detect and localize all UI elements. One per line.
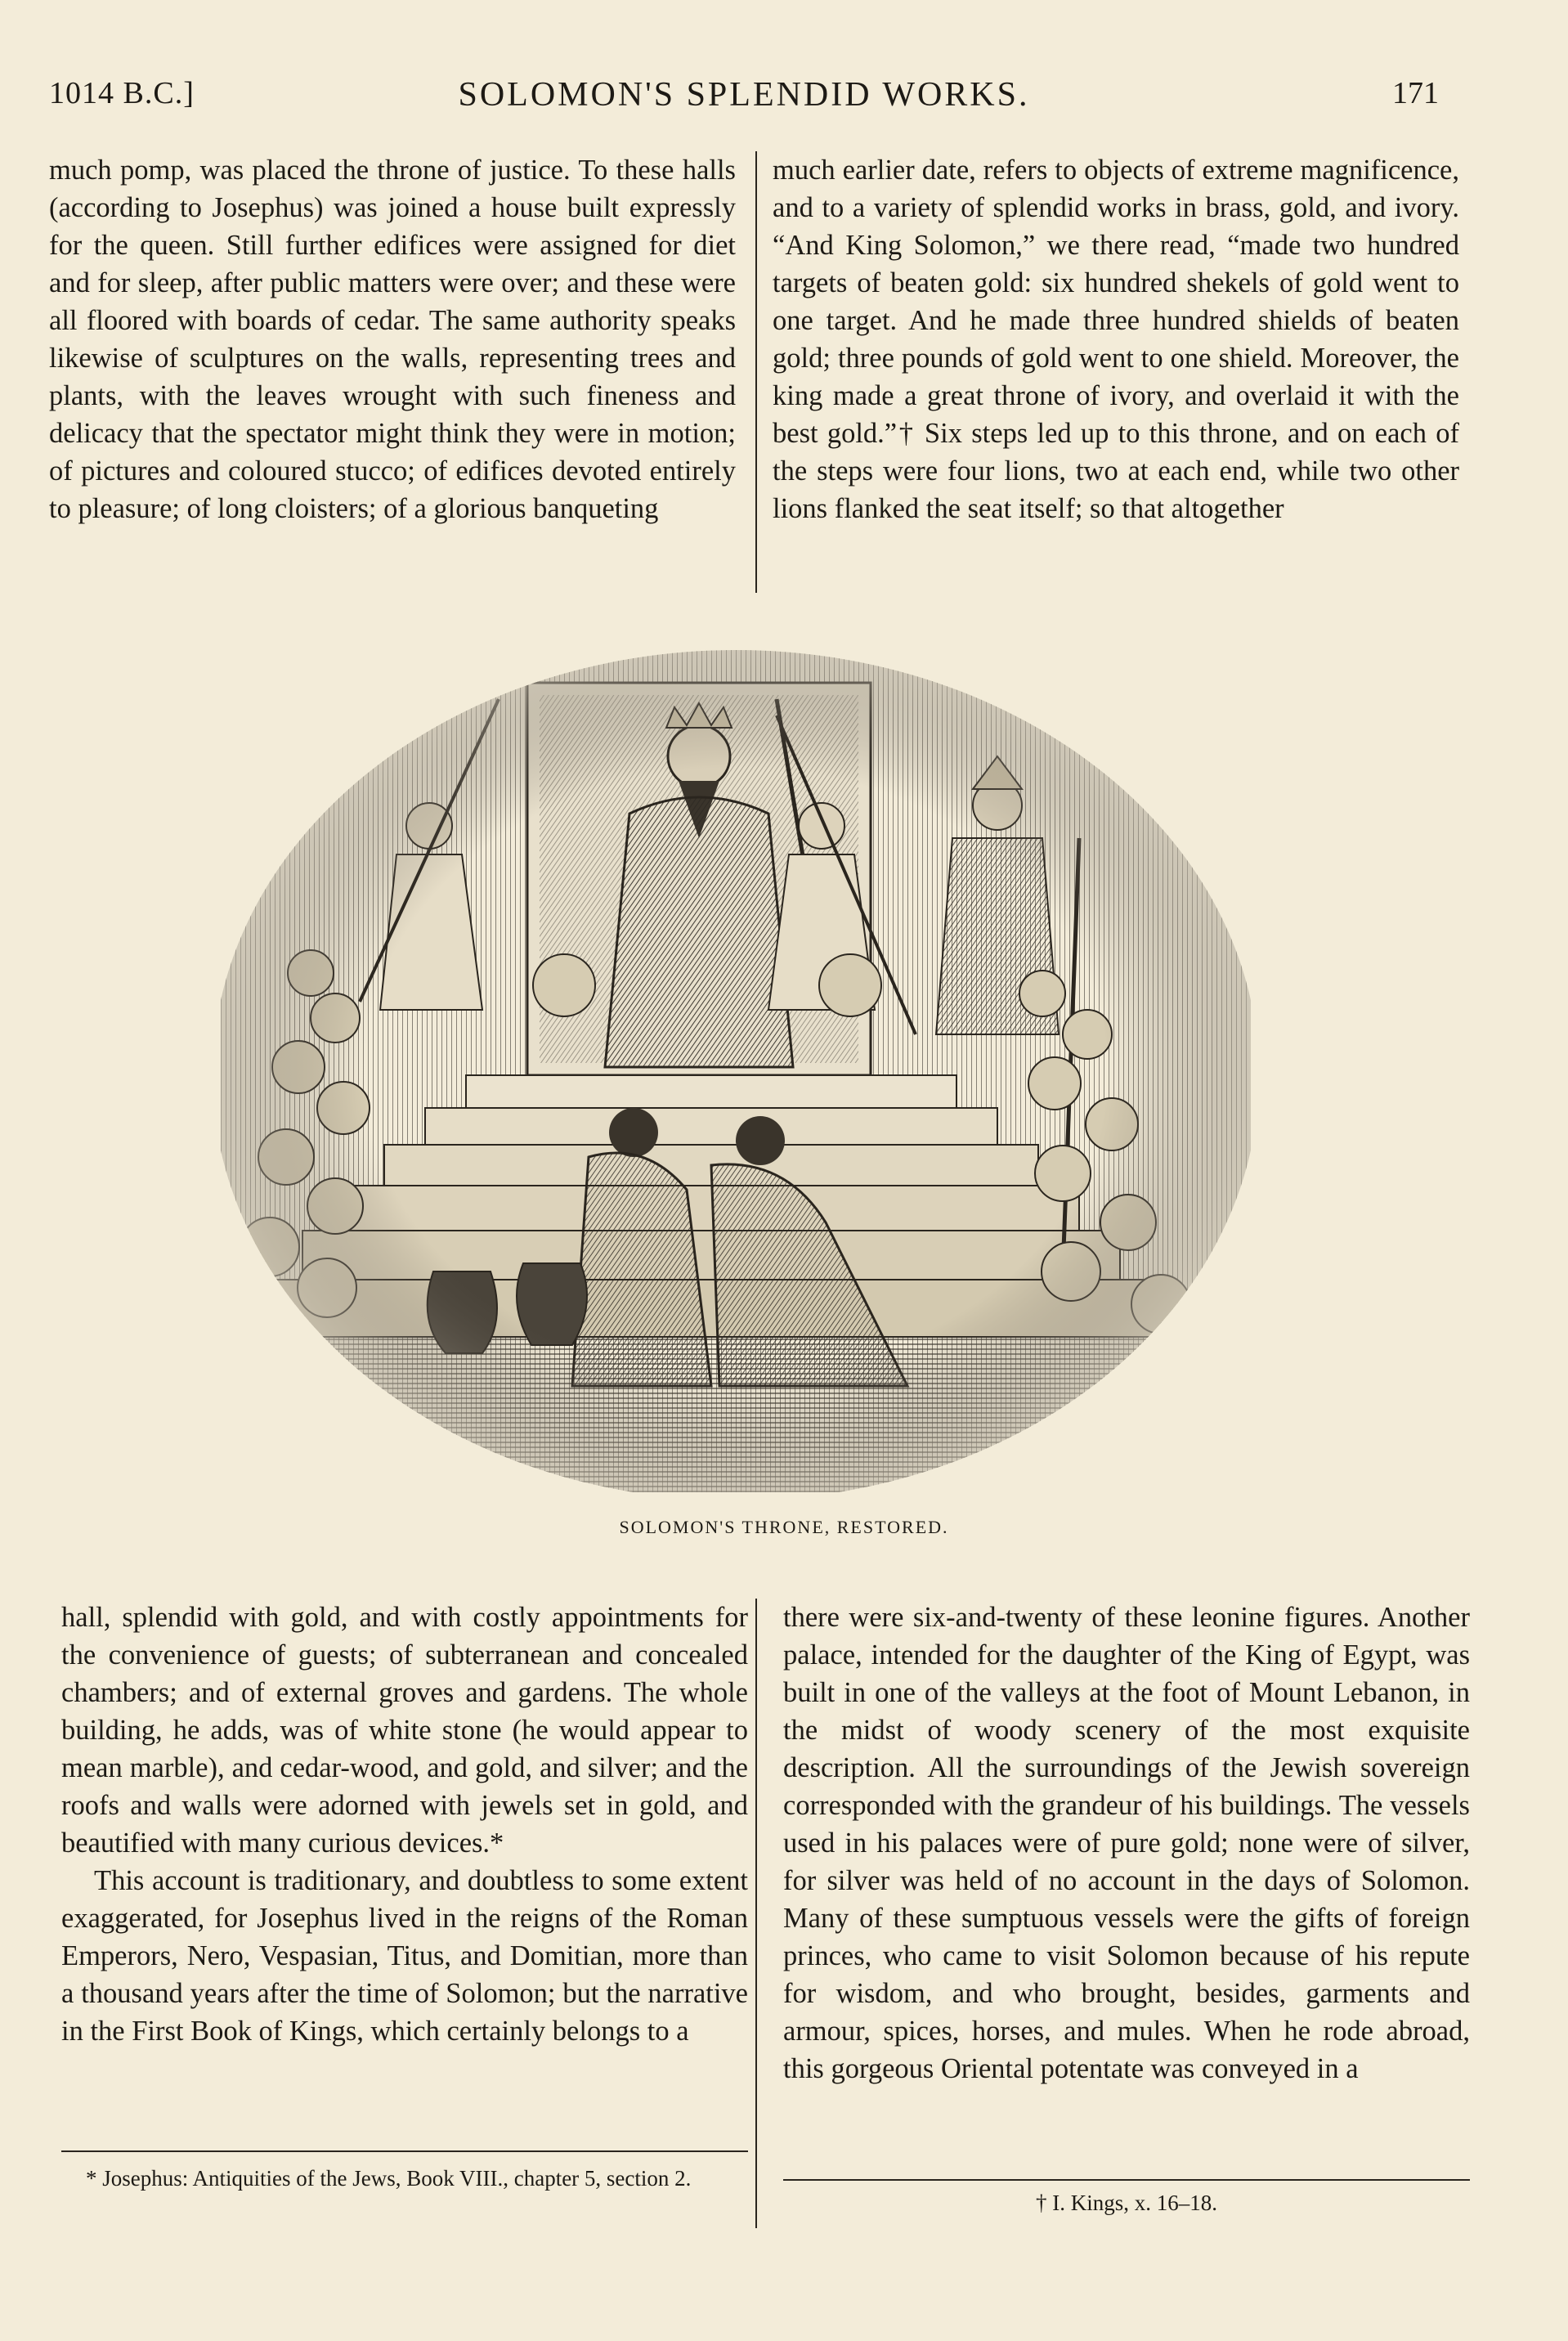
footnote-right: † I. Kings, x. 16–18. xyxy=(1036,2191,1217,2215)
text-column-bottom-left xyxy=(61,1599,748,2050)
paragraph: there were six-and-twenty of these leonine figures. Another palace, intended for the daughter of the King of Egypt, was built in one of the valleys at the foot of Mount Lebanon, in the midst of woody scenery of the most exquisite description. All the surroundings of the Jewish sovereign corresponded with the grandeur of his buildings. The vessels used in his palaces were of pure gold; none were of silver, for silver was held of no account in the days of Solomon. Many of these sumptuous vessels were the gifts of foreign princes, who came to visit Solomon because of his repute for wisdom, and who brought, besides, garments and armour, spices, horses, and mules. When he rode abroad, this gorgeous Oriental potentate was conveyed in a xyxy=(783,1602,1470,2084)
paragraph: much earlier date, refers to objects of extreme magnificence, and to a variety of splendid works in brass, gold, and ivory. “And King Solomon,” we there read, “made two hundred targets of beaten gold: six hundred shekels of gold went to one target. And he made three hundred shields of beaten gold; three pounds of gold went to one shield. Moreover, the king made a great throne of ivory, and overlaid it with the best gold.”† Six steps led up to this throne, and on each of the steps were four lions, two at each end, while two other lions flanked the seat itself; so that altogether xyxy=(773,155,1459,524)
footnote-rule xyxy=(783,2179,1470,2181)
column-divider xyxy=(755,151,757,593)
text-column-top-left xyxy=(49,151,736,527)
paragraph: hall, splendid with gold, and with costly appointments for the convenience of guests; of subterranean and concealed chambers; and of external groves and gardens. The whole building, he adds, was of white stone (he would appear to mean marble), and cedar-wood, and gold, and silver; and the roofs and walls were adorned with jewels set in gold, and beautified with many curious devices.* xyxy=(61,1602,748,1859)
text-column-top-right xyxy=(773,151,1459,527)
footnote-rule xyxy=(61,2150,748,2152)
solomon-throne-illustration xyxy=(221,650,1251,1492)
figure-caption: SOLOMON'S THRONE, RESTORED. xyxy=(619,1517,949,1537)
text-column-bottom-right xyxy=(783,1599,1470,2088)
paragraph: This account is traditionary, and doubtless to some extent exaggerated, for Josephus lived in the reigns of the Roman Emperors, Nero, Vespasian, Titus, and Domitian, more than a thousand years after the time of Solomon; but the narrative in the First Book of Kings, which certainly belongs to a xyxy=(61,1865,748,2047)
page-number: 171 xyxy=(1392,76,1439,110)
running-header xyxy=(49,75,1439,124)
column-divider xyxy=(755,1599,757,2228)
header-date: 1014 B.C.] xyxy=(49,76,195,110)
header-title: SOLOMON'S SPLENDID WORKS. xyxy=(458,76,1030,114)
footnote-left: * Josephus: Antiquities of the Jews, Book VIII., chapter 5, section 2. xyxy=(86,2166,692,2191)
paragraph: much pomp, was placed the throne of justice. To these halls (according to Josephus) was joined a house built expressly for the queen. Still further edifices were assigned for diet and for sleep, after public matters were over; and these were all floored with boards of cedar. The same authority speaks likewise of sculptures on the walls, representing trees and plants, with the leaves wrought with such fineness and delicacy that the spectator might think they were in motion; of pictures and coloured stucco; of edifices devoted entirely to pleasure; of long cloisters; of a glorious banqueting xyxy=(49,155,736,524)
